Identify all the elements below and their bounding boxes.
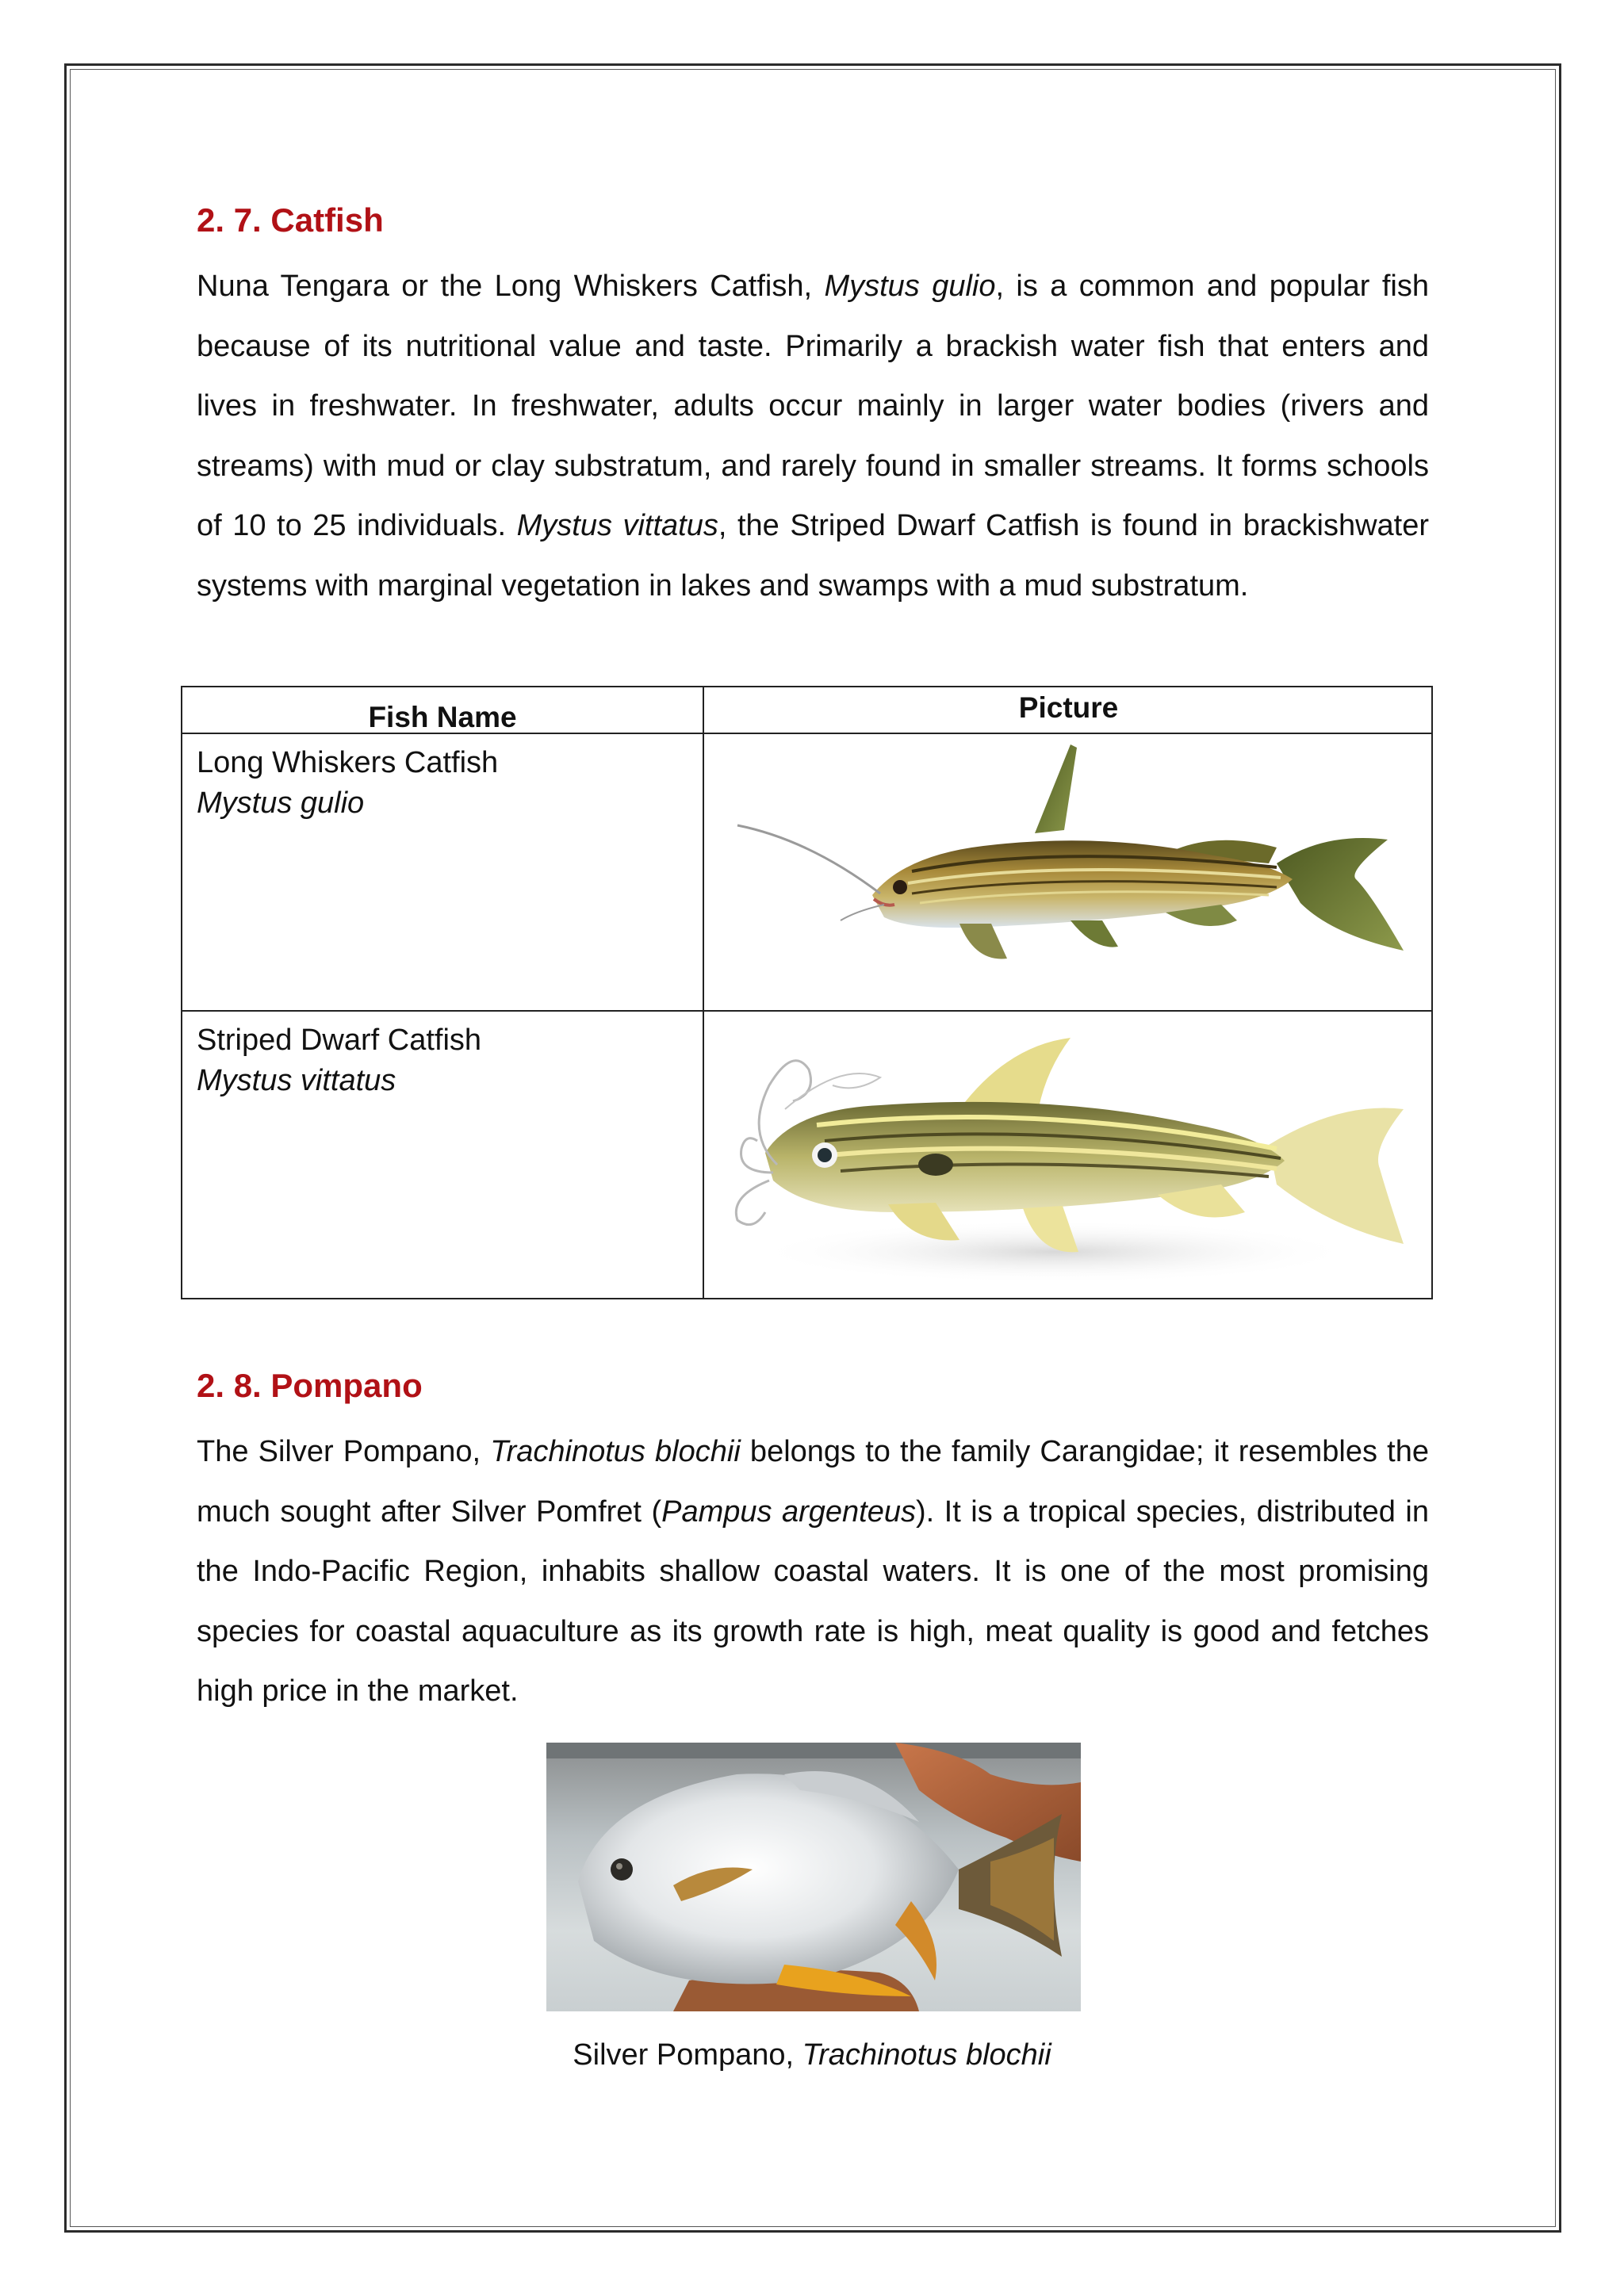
fish-scientific-name: Mystus vittatus (197, 1064, 396, 1097)
table-row (197, 743, 498, 824)
table-row (197, 1020, 481, 1101)
silver-pompano-photo (546, 1743, 1081, 2011)
catfish-text: , the Striped Dwarf Catfish is found in brackishwater systems with marginal vegetation in lakes and swamps with a mud substratum. (197, 509, 1430, 603)
fish-common-name: Long Whiskers Catfish (197, 746, 499, 779)
pompano-text: The Silver Pompano, (197, 1435, 491, 1468)
table-header-fish-name: Fish Name (368, 701, 517, 733)
striped-dwarf-catfish-photo (722, 1014, 1419, 1295)
scientific-name: Mystus gulio (824, 270, 996, 303)
long-whiskers-catfish-photo (722, 737, 1419, 1004)
fish-scientific-name: Mystus gulio (197, 786, 365, 820)
fish-common-name: Striped Dwarf Catfish (197, 1024, 482, 1057)
pompano-text: belongs to the family Carangidae; it resembles the much sought after Silver Pomfret ( (197, 1435, 1429, 1529)
scientific-name: Trachinotus blochii (490, 1435, 741, 1468)
catfish-text: Nuna Tengara or the Long Whiskers Catfish, (197, 270, 825, 303)
fish-table (181, 686, 1433, 1299)
caption-scientific-name: Trachinotus blochii (802, 2038, 1051, 2072)
section-title-catfish: 2. 7. Catfish (197, 201, 384, 239)
scientific-name: Mystus vittatus (516, 509, 718, 542)
table-column-divider (703, 687, 704, 1298)
scientific-name: Pampus argenteus (661, 1494, 916, 1529)
section-title-pompano: 2. 8. Pompano (197, 1367, 423, 1404)
table-header-picture: Picture (1018, 691, 1119, 724)
catfish-text: , is a common and popular fish because of its nutritional value and taste. Primarily a brackish water fish that enters and lives in freshwater. In freshwater, adults occur mainly in larger water bodies (rivers and streams) with mud or clay substratum, and rarely found in smaller streams. It forms schools of 10 to 25 individuals. (197, 270, 1429, 542)
pompano-caption (0, 2038, 1624, 2074)
pompano-text: ). It is a tropical species, distributed in the Indo-Pacific Region, inhabits shallow coastal waters. It is one of the most promising species for coastal aquaculture as its growth rate is high, meat quality is good and fetches high price in the market. (197, 1494, 1429, 1708)
table-row-rule (182, 1010, 1431, 1012)
pompano-paragraph (197, 1422, 1429, 1722)
caption-text: Silver Pompano, (573, 2038, 802, 2072)
catfish-paragraph (197, 257, 1429, 616)
